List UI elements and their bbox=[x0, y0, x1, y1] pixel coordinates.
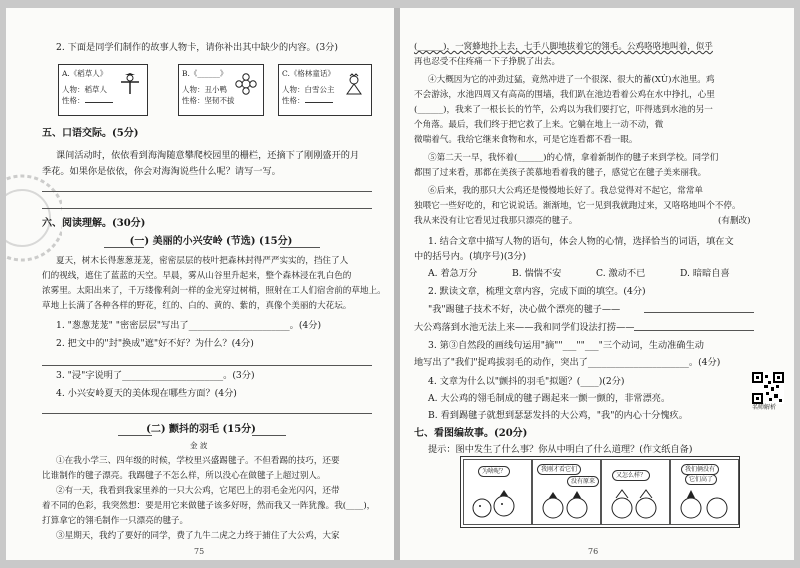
card-c-trait: 性格： bbox=[282, 95, 335, 106]
flower-icon bbox=[235, 73, 257, 95]
title-rule bbox=[104, 247, 144, 248]
section-5-para-1: 课间活动时，依依看到海淘随意攀爬校园里的栅栏，还摘下了刚刚盛开的月 bbox=[56, 150, 360, 161]
question-2-line-a: "我"踢毽子技术不好，决心做个漂亮的毽子—— bbox=[428, 304, 621, 315]
title-rule bbox=[118, 435, 152, 436]
para-4-line: ④大概因为它的冲劲过猛，竟然冲进了一个很深、很大的蓄(XÙ)水池里。鸡 bbox=[428, 75, 715, 85]
card-c-title: C.《格林童话》 bbox=[282, 69, 335, 78]
reading-1-line: 夏天，树木长得葱葱茏茏，密密层层的枝叶把森林封得严严实实的，挡住了人 bbox=[56, 256, 349, 266]
qr-code-icon[interactable] bbox=[752, 372, 784, 404]
princess-icon bbox=[343, 73, 365, 95]
qr-label: 名师解析 bbox=[752, 404, 777, 411]
reading-1-line: 浓雾里。太阳出来了，千万缕像利剑一样的金光穿过树梢，照射在工人们宿舍前的草地上。 bbox=[42, 286, 386, 296]
card-a-trait: 性格： bbox=[62, 95, 113, 106]
question-4: 4. 文章为什么以"颤抖的羽毛"拟题？(____)(2分) bbox=[428, 376, 625, 387]
option-b: B. 惴惴不安 bbox=[512, 268, 562, 279]
comic-panel-2 bbox=[532, 459, 601, 525]
para-4-line: 不会游泳，水池四周又有高高的围墙，我们趴在池边看着公鸡在水中挣扎，心里 bbox=[414, 90, 715, 100]
title-rule bbox=[252, 435, 286, 436]
comic-panel-1 bbox=[463, 459, 532, 525]
answer-line[interactable] bbox=[634, 330, 754, 331]
question-3: 3. 第③自然段的画线句运用"摘""___""___"三个动词，生动准确生动 bbox=[428, 340, 704, 351]
para-6-line: 我从来没有让它看见过我那只漂亮的毽子。 bbox=[414, 216, 578, 226]
answer-line[interactable] bbox=[644, 312, 754, 313]
source-note: (有删改) bbox=[718, 216, 751, 226]
card-a-person: 人物：稻草人 bbox=[62, 85, 107, 94]
reading-2-line: ②有一天，我看到我家里养的一只大公鸡，它尾巴上的羽毛金光闪闪，还带 bbox=[56, 486, 340, 496]
speech-bubble: 为啥呢？ bbox=[478, 466, 510, 477]
para-6-line: ⑥后来，我的那只大公鸡还是慢慢地长好了。我总觉得对不起它，常常单 bbox=[428, 186, 704, 196]
speech-bubble: 又怎么样？ bbox=[612, 470, 650, 481]
reading-2-line: 比谁制作的毽子漂亮。我踢毽子不怎么样，所以没心在做毽子上超过别人。 bbox=[42, 471, 326, 481]
card-c-trait-blank[interactable] bbox=[305, 102, 333, 103]
para-4-line: 微喘着气。我给它继来食物和水，可是它连看都不看一眼。 bbox=[414, 135, 638, 145]
speech-bubble: 没有原来 bbox=[567, 476, 599, 487]
para-4-line: (______)，我来了一根长长的竹竿，公鸡以为我们要打它，吓得逃到水池的另一 bbox=[414, 105, 713, 115]
chick-figures-icon bbox=[539, 488, 595, 522]
chick-figures-icon bbox=[608, 486, 664, 522]
answer-line[interactable] bbox=[42, 191, 372, 192]
question-4-option-a: A. 大公鸡的翎毛制成的毽子踢起来一颤一颤的，非常漂亮。 bbox=[428, 393, 671, 404]
speech-bubble: 我刚才看它们 bbox=[537, 464, 581, 475]
answer-line[interactable] bbox=[42, 208, 372, 209]
reading-2-author: 金 波 bbox=[190, 441, 208, 450]
question-3-cont: 地写出了"我们"捉鸡拔羽毛的动作，突出了______________________。(4分) bbox=[414, 357, 721, 368]
reading-2-line: ③星期天，我约了要好的同学，费了九牛二虎之力终于捕住了大公鸡，大家 bbox=[56, 531, 340, 541]
question-2: 2. 下面是同学们制作的故事人物卡，请你补出其中缺少的内容。(3分) bbox=[56, 42, 338, 53]
question-1-cont: 中的括号内。(填序号)(3分) bbox=[414, 251, 527, 262]
section-7-title: 七、看图编故事。(20分) bbox=[414, 428, 528, 439]
option-a: A. 着急万分 bbox=[428, 268, 478, 279]
chick-figures-icon bbox=[470, 484, 526, 522]
para-4-line: 个角落。最后，我们终于把它救了上来。它躺在地上一动不动，微 bbox=[414, 120, 664, 130]
scarecrow-icon bbox=[119, 73, 141, 95]
comic-strip bbox=[460, 456, 740, 528]
section-7-tip: 提示：图中发生了什么事？你从中明白了什么道理？(作文纸自备) bbox=[428, 444, 693, 455]
reading-2-line: 着不同的色彩，我突然想：要是用它来做毽子该多好呀，然而我又一阵犹豫。我(____)，打算拿它的翎毛制作一只漂亮的毽子。 bbox=[42, 501, 376, 526]
card-a-title: A.《稻草人》 bbox=[62, 69, 108, 78]
speech-bubble: 我们俩没有 bbox=[681, 464, 719, 475]
answer-line[interactable] bbox=[42, 413, 372, 414]
section-5-title: 五、口语交际。(5分) bbox=[42, 128, 139, 139]
reading-1-q3: 3. "浸"字说明了______________________。(3分) bbox=[56, 370, 255, 381]
title-rule bbox=[280, 247, 320, 248]
section-5-para-2: 季花。如果你是依依，你会对海淘说些什么呢？请写一写。 bbox=[42, 166, 281, 177]
para-6-line: 独喂它一些好吃的，和它说说话。渐渐地，它一见到我就跑过来，又咯咯地叫个不停。 bbox=[414, 201, 741, 211]
question-4-option-b: B. 看到踢毽子就想到瑟瑟发抖的大公鸡，"我"的内心十分愧疚。 bbox=[428, 410, 688, 421]
page-number-left: 75 bbox=[194, 547, 205, 556]
card-b-trait: 性格：坚韧不拔 bbox=[182, 96, 235, 105]
option-c: C. 激动不已 bbox=[596, 268, 646, 279]
reading-1-title: (一) 美丽的小兴安岭 (节选) (15分) bbox=[129, 236, 293, 247]
question-2: 2. 默读文章，梳理文章内容，完成下面的填空。(4分) bbox=[428, 286, 646, 297]
card-a-trait-blank[interactable] bbox=[85, 102, 113, 103]
card-b-person: 人物：丑小鸭 bbox=[182, 85, 227, 94]
question-1: 1. 结合文章中描写人物的语句，体会人物的心情，选择恰当的词语，填在文 bbox=[428, 236, 734, 247]
reading-2-title: (二) 颤抖的羽毛 (15分) bbox=[146, 424, 256, 435]
reading-1-q4: 4. 小兴安岭夏天的美体现在哪些方面？(4分) bbox=[56, 388, 237, 399]
card-b-title[interactable]: B.《______》 bbox=[182, 69, 228, 78]
continued-line: 再也忍受不住疼痛一下子挣脱了出去。 bbox=[414, 57, 561, 67]
option-d: D. 暗暗自喜 bbox=[680, 268, 730, 279]
para-5-line: ⑤第二天一早，我怀着(______)的心情，拿着新制作的毽子来到学校。同学们 bbox=[428, 153, 719, 163]
right-page bbox=[400, 8, 794, 560]
reading-1-line: 草地上长满了各种各样的野花，红的、白的、黄的、紫的，真像个美丽的大花坛。 bbox=[42, 301, 352, 311]
reading-1-line: 们的视线，遮住了蓝蓝的天空。早晨，雾从山谷里升起来，整个森林浸在乳白色的 bbox=[42, 271, 352, 281]
section-6-title: 六、阅读理解。(30分) bbox=[42, 218, 146, 229]
chick-figures-icon bbox=[677, 488, 733, 522]
reading-2-line: ①在我小学三、四年级的时候，学校里兴盛踢毽子。不但看踢的技巧，还要 bbox=[56, 456, 340, 466]
comic-panel-4 bbox=[670, 459, 739, 525]
speech-bubble: 它们高了 bbox=[685, 474, 717, 485]
answer-line[interactable] bbox=[42, 365, 372, 366]
character-card-a bbox=[58, 64, 148, 116]
reading-1-q2: 2. 把文中的"封"换成"遮"好不好？为什么？(4分) bbox=[56, 338, 254, 349]
continued-line: (______)，一窝蜂地扑上去，七手八脚地拔着它的翎毛。公鸡咯咯地叫着，似乎 bbox=[414, 42, 713, 52]
para-5-line: 都围了过来看，那都在美孩子羡慕地看着我的毽子，感觉它在毽子美来丽我。 bbox=[414, 168, 707, 178]
card-c-person: 人物：白雪公主 bbox=[282, 85, 335, 94]
page-number-right: 76 bbox=[588, 547, 599, 556]
left-page bbox=[6, 8, 394, 560]
comic-panel-3 bbox=[601, 459, 670, 525]
reading-1-q1: 1. "葱葱茏茏" "密密层层"写出了______________________。(4分) bbox=[56, 320, 322, 331]
question-2-line-b: 大公鸡落到水池无法上来——我和同学们设法打捞—— bbox=[414, 322, 635, 333]
character-card-b bbox=[178, 64, 264, 116]
character-card-c bbox=[278, 64, 372, 116]
